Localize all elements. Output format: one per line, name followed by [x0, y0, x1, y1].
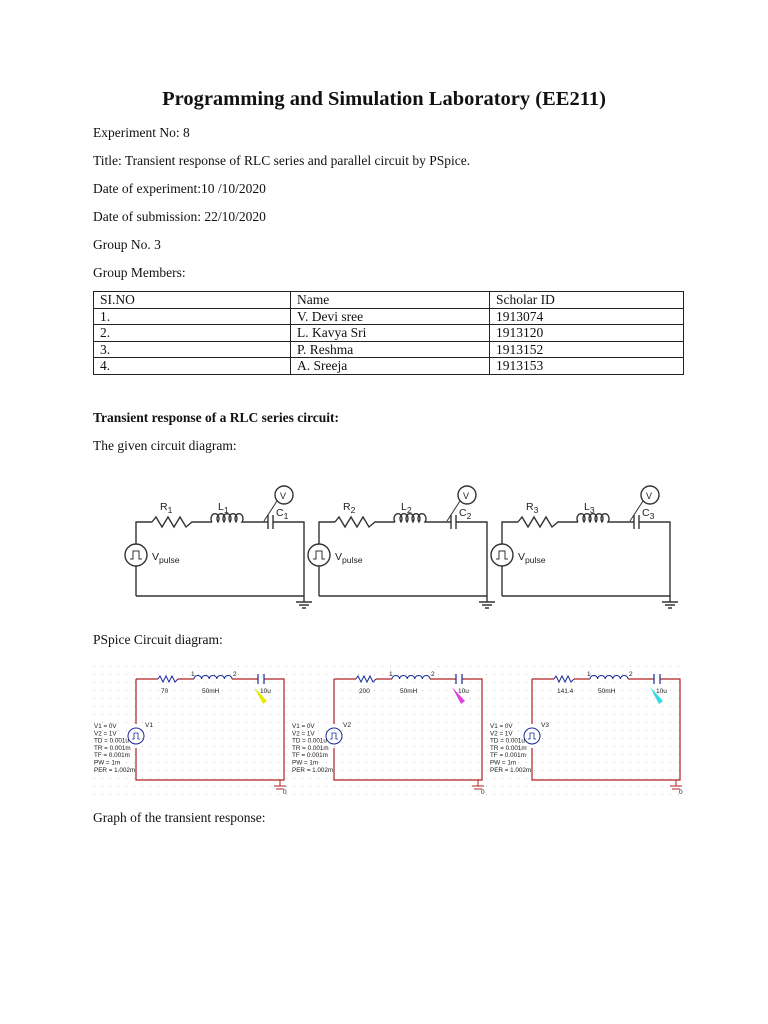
cell-scholar-id: 1913074	[490, 308, 684, 325]
source-param: TD = 0.001u	[292, 737, 327, 745]
cell-name: V. Devi sree	[291, 308, 490, 325]
pspice-stage-1	[94, 671, 287, 796]
cell-scholar-id: 1913152	[490, 341, 684, 358]
pspice-capacitor	[258, 674, 264, 684]
capacitor-value: 10u	[458, 688, 469, 695]
column-header-scholar-id: Scholar ID	[490, 292, 684, 309]
inductor-value: 50mH	[598, 688, 616, 695]
group-members-table	[93, 291, 684, 375]
pspice-capacitor	[456, 674, 462, 684]
source-param: PW = 1m	[490, 759, 517, 767]
circuit-stage-2	[308, 486, 495, 608]
ground-icon	[670, 780, 682, 789]
pulse-source-2	[308, 544, 330, 566]
source-param: V1 = 0V	[292, 723, 315, 730]
cell-sno: 1.	[94, 308, 291, 325]
ground-label: 0	[481, 789, 485, 796]
voltmeter-label: V	[646, 491, 653, 501]
date-of-submission: Date of submission: 22/10/2020	[93, 209, 266, 224]
table-row	[94, 308, 684, 325]
circuit-diagram-label: The given circuit diagram:	[93, 438, 237, 453]
wire	[502, 522, 518, 596]
pspice-source	[524, 728, 540, 744]
node-2-label: 2	[629, 671, 633, 678]
circuit-stage-3	[491, 486, 678, 608]
resistor-value: 141.4	[557, 688, 574, 695]
group-members-label: Group Members:	[93, 265, 186, 280]
capacitor-label: $C_3$	[642, 507, 655, 521]
resistor-value: 70	[161, 688, 169, 695]
pspice-stage-3	[490, 671, 683, 796]
cell-name: A. Sreeja	[291, 358, 490, 375]
wire	[319, 522, 335, 596]
resistor-value: 200	[359, 688, 370, 695]
ground-icon	[662, 596, 678, 608]
pspice-inductor	[194, 676, 232, 680]
source-param: PER = 1.002m	[490, 766, 532, 774]
wire	[136, 522, 152, 596]
pspice-inductor	[392, 676, 430, 680]
pulse-source-3	[491, 544, 513, 566]
source-param: V1 = 0V	[94, 723, 117, 730]
resistor-label: $R_1$	[160, 501, 173, 515]
cell-sno: 4.	[94, 358, 291, 375]
node-1-label: 1	[191, 671, 195, 678]
cell-scholar-id: 1913120	[490, 325, 684, 342]
capacitor-value: 10u	[656, 688, 667, 695]
inductor-1	[211, 514, 262, 522]
section-heading: Transient response of a RLC series circuit:	[93, 410, 339, 425]
source-param: PER = 1.002m	[94, 766, 136, 774]
pspice-source	[128, 728, 144, 744]
pspice-diagram-label: PSpice Circuit diagram:	[93, 632, 223, 647]
resistor-1	[152, 517, 212, 527]
cell-sno: 3.	[94, 341, 291, 358]
voltmeter-label: V	[463, 491, 470, 501]
source-name: V3	[541, 722, 549, 729]
capacitor-label: $C_1$	[276, 507, 289, 521]
group-number: Group No. 3	[93, 237, 161, 252]
inductor-2	[394, 514, 445, 522]
source-param: PW = 1m	[94, 759, 121, 767]
cell-scholar-id: 1913153	[490, 358, 684, 375]
resistor-2	[335, 517, 395, 527]
experiment-number: Experiment No: 8	[93, 125, 190, 140]
source-param: V2 = 1V	[94, 730, 117, 738]
pulse-glyph	[132, 733, 140, 739]
inductor-label: $L_3$	[584, 501, 595, 515]
cell-sno: 2.	[94, 325, 291, 342]
cell-name: P. Reshma	[291, 341, 490, 358]
source-param: V2 = 1V	[490, 730, 513, 738]
inductor-value: 50mH	[400, 688, 418, 695]
source-label: $V_{pulse}$	[152, 551, 180, 565]
source-param: TF = 0.001m	[490, 752, 526, 760]
table-row	[94, 341, 684, 358]
pspice-inductor	[590, 675, 628, 679]
pulse-glyph	[313, 551, 325, 559]
source-param: PER = 1.002m	[292, 766, 334, 774]
experiment-title: Title: Transient response of RLC series and parallel circuit by PSpice.	[93, 153, 471, 168]
column-header-name: Name	[291, 292, 490, 309]
source-param: PW = 1m	[292, 759, 319, 767]
rlc-circuit-diagram	[118, 478, 668, 612]
ground-label: 0	[283, 789, 287, 796]
pulse-source-1	[125, 544, 147, 566]
node-1-label: 1	[587, 671, 591, 678]
circuit-stage-1	[125, 486, 312, 608]
capacitor-value: 10u	[260, 688, 271, 695]
source-label: $V_{pulse}$	[518, 551, 546, 565]
pspice-stage-2	[292, 671, 485, 796]
resistor-3	[518, 517, 578, 527]
cell-name: L. Kavya Sri	[291, 325, 490, 342]
source-param: TF = 0.001m	[292, 752, 328, 760]
pulse-glyph	[130, 551, 142, 559]
page-title: Programming and Simulation Laboratory (EE211)	[162, 88, 606, 110]
resistor-label: $R_2$	[343, 501, 356, 515]
pspice-resistor	[158, 676, 178, 682]
table-row	[94, 325, 684, 342]
source-param: TR = 0.001m	[292, 744, 329, 752]
pspice-resistor	[554, 676, 574, 682]
date-of-experiment: Date of experiment:10 /10/2020	[93, 181, 266, 196]
source-name: V2	[343, 722, 351, 729]
source-param: TR = 0.001m	[94, 744, 131, 752]
inductor-value: 50mH	[202, 688, 220, 695]
ground-icon	[479, 596, 495, 608]
node-1-label: 1	[389, 671, 393, 678]
source-param: TR = 0.001m	[490, 744, 527, 752]
column-header-sno: SI.NO	[94, 292, 291, 309]
inductor-label: $L_1$	[218, 501, 229, 515]
inductor-3	[577, 514, 628, 522]
pspice-schematic	[92, 662, 682, 800]
source-param: TD = 0.001u	[490, 737, 525, 745]
capacitor-label: $C_2$	[459, 507, 472, 521]
source-param: V2 = 1V	[292, 730, 315, 738]
resistor-label: $R_3$	[526, 501, 539, 515]
inductor-label: $L_2$	[401, 501, 412, 515]
source-label: $V_{pulse}$	[335, 551, 363, 565]
source-param: TF = 0.001m	[94, 752, 130, 760]
ground-icon	[472, 780, 484, 789]
node-2-label: 2	[233, 671, 237, 678]
ground-label: 0	[679, 789, 683, 796]
pspice-resistor	[356, 676, 376, 682]
ground-icon	[274, 780, 286, 789]
graph-label: Graph of the transient response:	[93, 810, 266, 825]
voltmeter-label: V	[280, 491, 287, 501]
source-name: V1	[145, 722, 153, 729]
node-2-label: 2	[431, 671, 435, 678]
table-row	[94, 358, 684, 375]
ground-icon	[296, 596, 312, 608]
table-header-row	[94, 292, 684, 309]
source-param: TD = 0.001u	[94, 737, 129, 745]
pulse-glyph	[496, 551, 508, 559]
source-param: V1 = 0V	[490, 723, 513, 730]
